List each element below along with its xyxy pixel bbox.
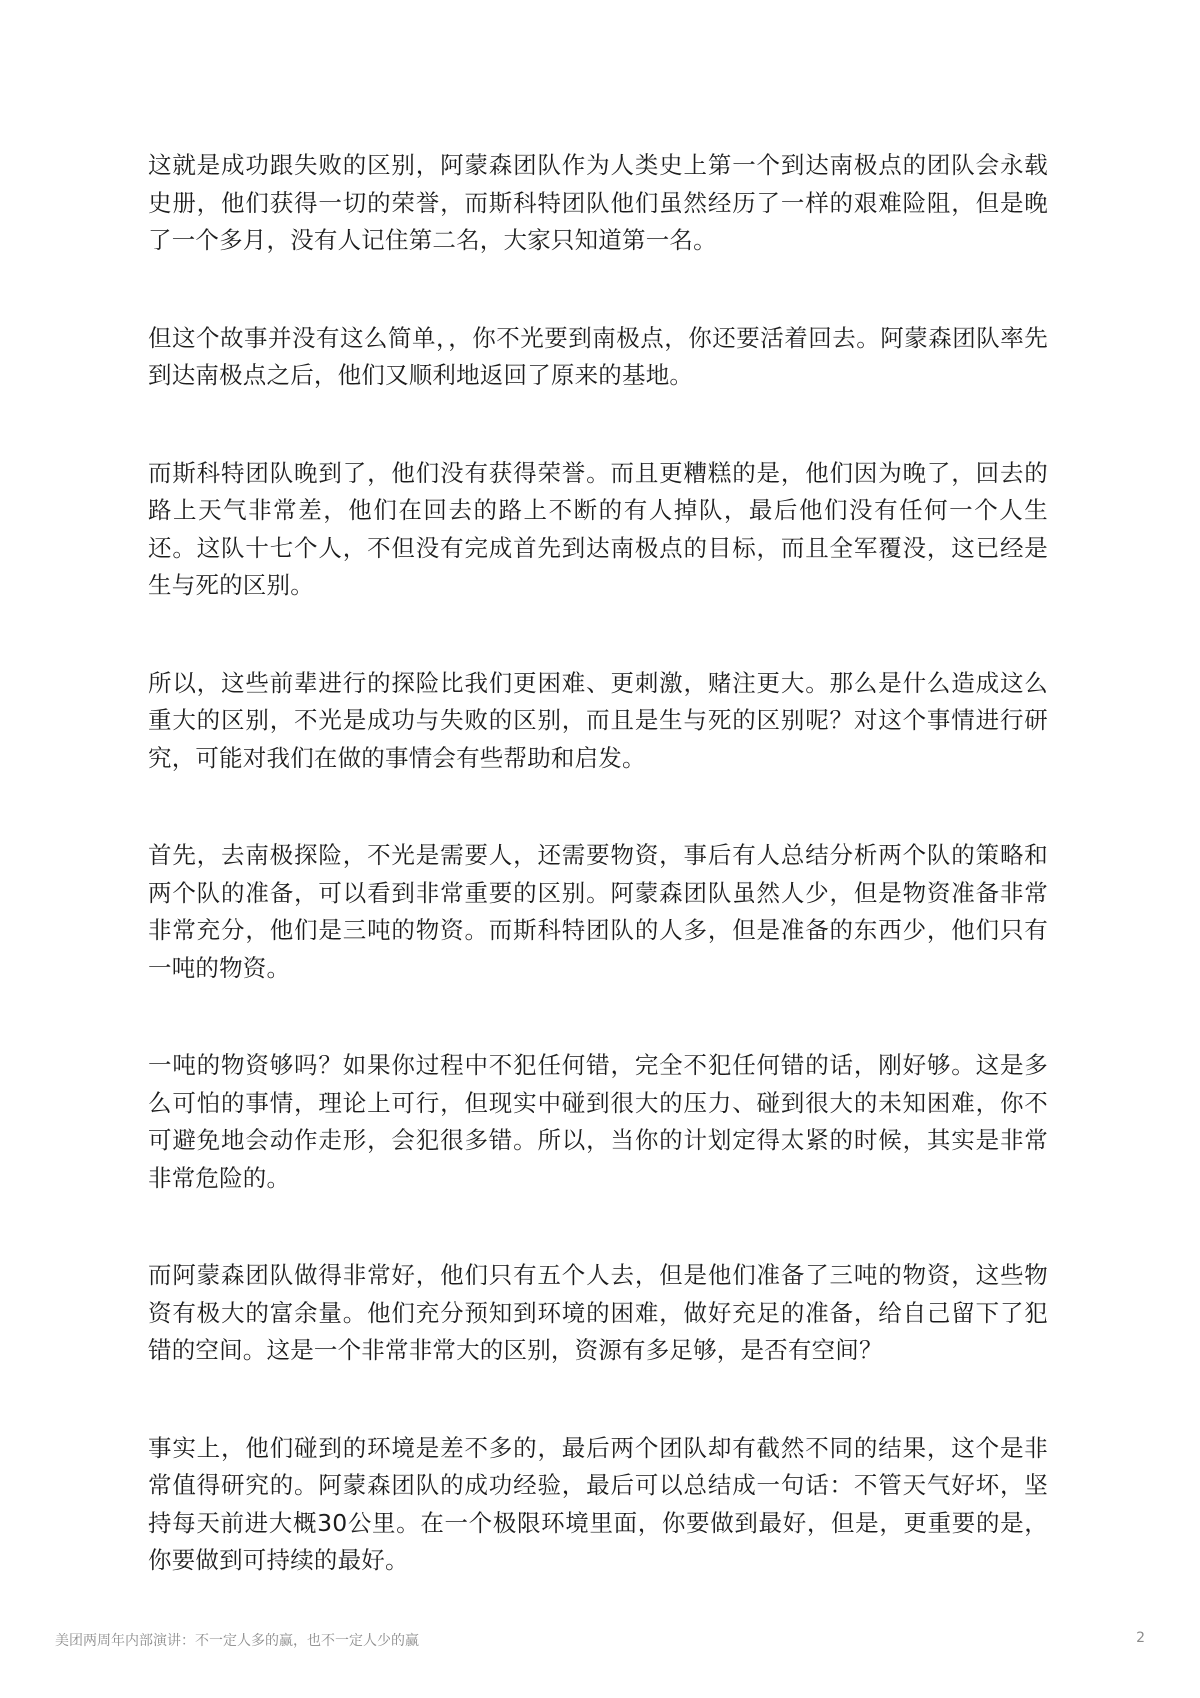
page-footer <box>55 1630 1145 1654</box>
page-number: 2 <box>1136 1630 1145 1646</box>
paragraph: 而斯科特团队晚到了，他们没有获得荣誉。而且更糟糕的是，他们因为晚了，回去的路上天气非常差，他们在回去的路上不断的有人掉队，最后他们没有任何一个人生还。这队十七个人，不但没有完成首先到达南极点的目标，而且全军覆没，这已经是生与死的区别。 <box>148 458 1048 599</box>
footer-title: 美团两周年内部演讲：不一定人多的赢，也不一定人少的赢 <box>55 1633 419 1649</box>
paragraph: 事实上，他们碰到的环境是差不多的，最后两个团队却有截然不同的结果，这个是非常值得研究的。阿蒙森团队的成功经验，最后可以总结成一句话：不管天气好坏，坚持每天前进大概30公里。在一个极限环境里面，你要做到最好，但是，更重要的是，你要做到可持续的最好。 <box>148 1433 1048 1574</box>
paragraph: 一吨的物资够吗？如果你过程中不犯任何错，完全不犯任何错的话，刚好够。这是多么可怕的事情，理论上可行，但现实中碰到很大的压力、碰到很大的未知困难，你不可避免地会动作走形，会犯很多错。所以，当你的计划定得太紧的时候，其实是非常非常危险的。 <box>148 1051 1048 1192</box>
document-body <box>148 147 1048 1640</box>
paragraph: 所以，这些前辈进行的探险比我们更困难、更刺激，赌注更大。那么是什么造成这么重大的区别，不光是成功与失败的区别，而且是生与死的区别呢？对这个事情进行研究，可能对我们在做的事情会有些帮助和启发。 <box>148 668 1048 772</box>
paragraph: 这就是成功跟失败的区别，阿蒙森团队作为人类史上第一个到达南极点的团队会永载史册，他们获得一切的荣誉，而斯科特团队他们虽然经历了一样的艰难险阻，但是晚了一个多月，没有人记住第二名，大家只知道第一名。 <box>148 151 1048 254</box>
paragraph: 但这个故事并没有这么简单，，你不光要到南极点，你还要活着回去。阿蒙森团队率先到达南极点之后，他们又顺利地返回了原来的基地。 <box>148 323 1048 389</box>
paragraph: 而阿蒙森团队做得非常好，他们只有五个人去，但是他们准备了三吨的物资，这些物资有极大的富余量。他们充分预知到环境的困难，做好充足的准备，给自己留下了犯错的空间。这是一个非常非常大的区别，资源有多足够，是否有空间？ <box>148 1261 1048 1364</box>
paragraph: 首先，去南极探险，不光是需要人，还需要物资，事后有人总结分析两个队的策略和两个队的准备，可以看到非常重要的区别。阿蒙森团队虽然人少，但是物资准备非常非常充分，他们是三吨的物资。而斯科特团队的人多，但是准备的东西少，他们只有一吨的物资。 <box>148 841 1048 982</box>
